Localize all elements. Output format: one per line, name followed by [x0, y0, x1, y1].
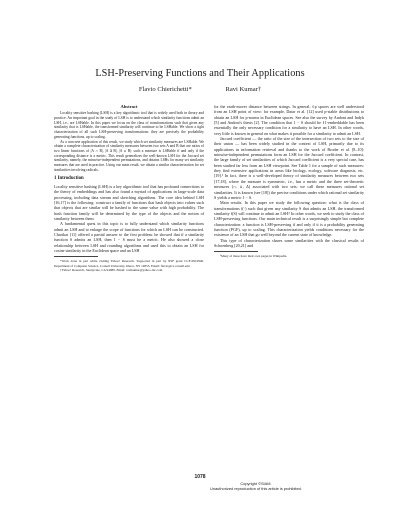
- footnote-rule: [54, 256, 98, 257]
- abstract-paragraph: As a concrete application of this result, we study which set similarity measures are LSHable. We obtain a complete characterization of similarity measures between two sets A and B that are ratios of two linear functions of |A ∩ B|, |A Δ B|, |A ∪ B|: such a measure is LSHable if and only if the corresponding distance is a metric. This result generalizes the well-known LSH for the Jaccard set similarity, namely, the minwise-independent permutations, and obtains LSHs for many set similarity measures that are used in practice. Using our main result, we obtain a similar characterization for set similarities involving radicals.: [54, 139, 204, 172]
- body-paragraph: Jaccard coefficient — the ratio of the size of the intersection of two sets to the size of their union — has been widely studied in the context of LSH, primarily due to its applications in information retrieval and thanks to the work of Broder et al. [8–10]: minwise-independent permutations form an LSH for the Jaccard coefficient. In contrast, the large family of set similarities of which Jaccard coefficient is a very special case, has been studied far less from an LSH viewpoint. See Table 1 for a sample of such measures: they find extensive applications in areas like biology, ecology, software diagnosis, etc. [19].¹ In fact, there is a well-developed theory of similarity measures between two sets [17,18], where the measure is symmetric, i.e., has a metric and the three set-theoretic measures (∩, ∪, Δ) associated with two sets: we call these measures rational set similarities. It is known (see [18]) the precise conditions under which rational set similarity S yields a metric 1 − S.: [214, 136, 364, 200]
- footnote-rule: [214, 251, 258, 252]
- left-column: [54, 104, 204, 272]
- abstract-heading: Abstract: [120, 104, 138, 109]
- body-paragraph: for the earth-mover distance between strings. In general, ℓp spaces are well understood from an LSH point of view: for example, Datar et al. [12] used p-stable distributions to obtain an LSH for p-norms in Euclidean spaces. See also the survey by Andoni and Indyk [5] and Andoni's thesis [2]. The condition that 1 − S should be ℓ1-embeddable has been essentially the only necessary condition for a similarity to have an LSH. In other words, very little is known in general on what makes it possible for a similarity to admit an LSH.: [214, 104, 364, 136]
- footnote: *Work done in part while visiting Yahoo! Research. Supported in part by NSF grant CCF-0910940. Department of Computer Science, Cornell University, Ithaca, NY 14853. Email: flavio@cs.cornell.edu: [54, 259, 204, 268]
- paper-title: LSH-Preserving Functions and Their Applications: [95, 68, 305, 79]
- author-list: [0, 86, 400, 93]
- footnote: ¹Many of these have their own pages in Wikipedia.: [220, 254, 288, 259]
- body-paragraph: This type of characterization shares some similarities with the classical results of Schoenberg [20,21] and: [214, 237, 364, 248]
- right-column: [214, 104, 364, 258]
- body-paragraph: Locality sensitive hashing (LSH) is a key algorithmic tool that has profound connections to the theory of embeddings and has also found a myriad of applications in large-scale data processing, including data stream and sketching algorithms. The core idea behind LSH [16,17] is the following: construct a family of functions that hash objects into values such that objects that are similar will be hashed to the same value with high probability. The hash function family will be determined by the type of the objects and the notion of similarity between them.: [54, 183, 204, 221]
- footnote: †Yahoo! Research, Sunnyvale, CA 94089. Email: ravikumar@yahoo-inc.com: [60, 267, 163, 272]
- author-name: Ravi Kumar†: [225, 86, 262, 93]
- abstract: [54, 111, 204, 172]
- abstract-paragraph: Locality sensitive hashing (LSH) is a key algorithmic tool that is widely used both in theory and practice. An important goal in the study of LSH is to understand which similarity functions admit an LSH, i.e., are LSHable. In this paper we focus on the class of transformations such that given any similarity that is LSHable, the transformed similarity will continue to be LSHable. We show a tight characterization of all such LSH-preserving transformations: they are precisely the probability generating functions, up to scaling.: [54, 111, 204, 139]
- section-heading: 1 Introduction: [54, 176, 84, 182]
- copyright-line: Copyright ©SIAM.: [240, 481, 272, 486]
- body-paragraph: Main results. In this paper we study the following question: what is the class of transformations f(·) such that given any similarity S that admits an LSH, the transformed similarity f(S) will continue to admit an LSH? In other words, we seek to study the class of LSH-preserving functions. Our main technical result is a surprisingly simple but complete characterization: a function is LSH-preserving if and only if it is a probability generating function (PGF), up to scaling. This characterization yields conditions necessary for the existence of an LSH that go well beyond the current state of knowledge.: [214, 200, 364, 238]
- author-name: Flavio Chierichetti*: [138, 86, 192, 93]
- page-number: 1078: [194, 474, 206, 480]
- copyright-line: Unauthorized reproduction of this article is prohibited.: [210, 485, 302, 491]
- body-paragraph: A fundamental quest in this topic is to fully understand which similarity functions admit an LSH and to enlarge the scope of functions for which an LSH can be constructed. Charikar [11] offered a partial answer to the first problem: he showed that if a similarity function S admits an LSH, then 1 − S must be a metric. He also showed a close relationship between LSH and rounding algorithms and used this to obtain an LSH for cosine similarity in the Euclidean space and an LSH: [54, 221, 204, 253]
- copyright-notice: [210, 482, 302, 492]
